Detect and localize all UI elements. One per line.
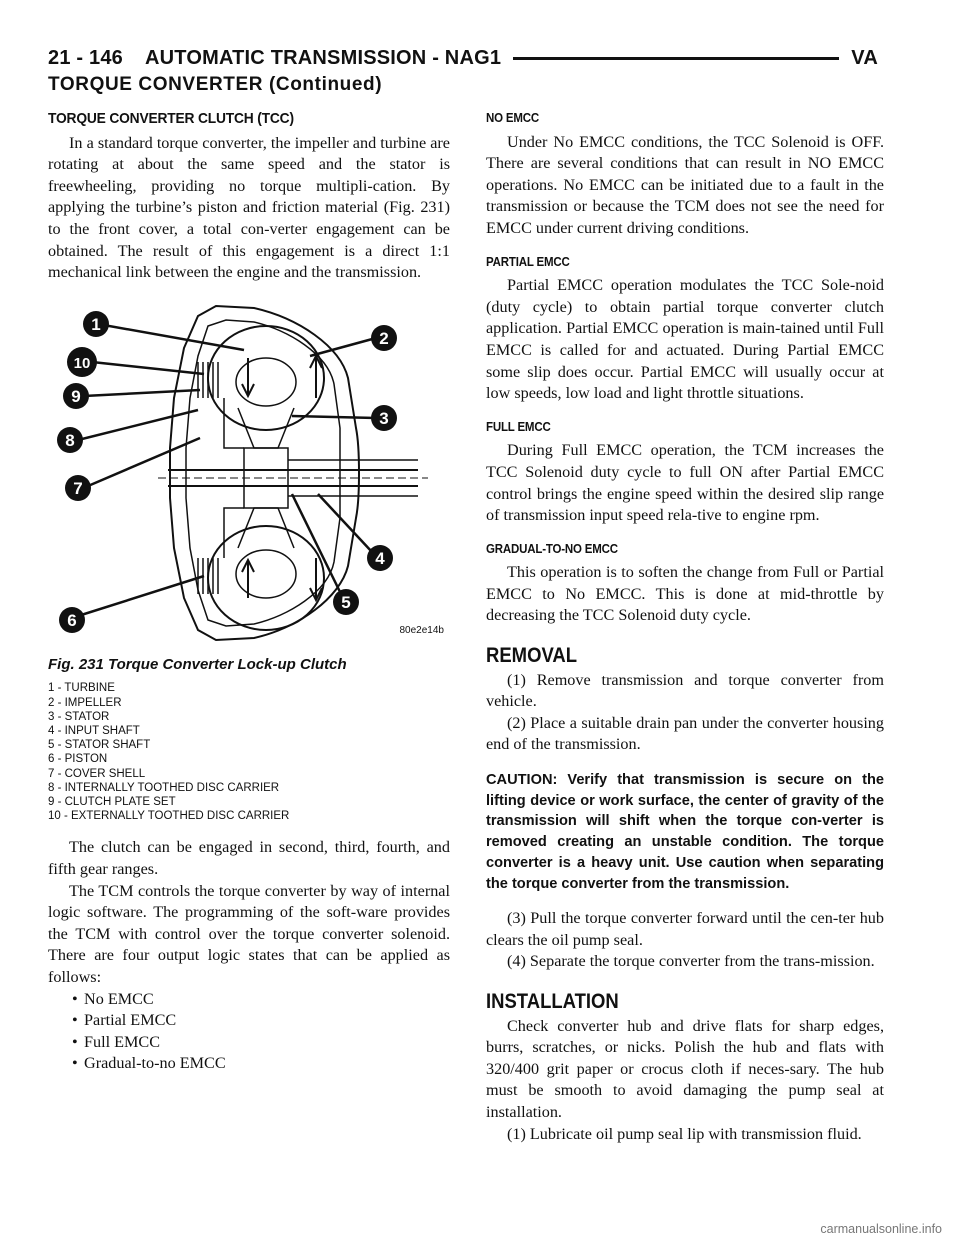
flow-arrow-upper xyxy=(310,356,322,398)
svg-text:5: 5 xyxy=(341,592,351,612)
gradual-emcc-heading: GRADUAL-TO-NO EMCC xyxy=(486,541,618,556)
clutch-plates-upper xyxy=(198,362,218,398)
legend-item: 1 - TURBINE xyxy=(48,682,115,695)
tcm-logic-paragraph: The TCM controls the torque converter by way of internal logic software. The programming of the soft-ware provides the TCM with control over the torque converter solenoid. There are four output logic states that can be applied as follows: xyxy=(48,881,450,986)
figure-id: 80e2e14b xyxy=(399,625,444,637)
svg-text:2: 2 xyxy=(379,328,389,348)
left-column xyxy=(48,108,450,1075)
callout-7 xyxy=(65,475,91,501)
callout-5 xyxy=(333,589,359,615)
svg-text:8: 8 xyxy=(65,430,75,450)
callout-6 xyxy=(59,607,85,633)
full-emcc-text: During Full EMCC operation, the TCM increases the TCC Solenoid duty cycle to full ON after Partial EMCC control brings the engine speed within the desired slip range of transmission input speed rela-tive to engine rpm. xyxy=(486,441,884,525)
svg-text:3: 3 xyxy=(379,408,389,428)
svg-text:4: 4 xyxy=(375,548,385,568)
caution-note: CAUTION: Verify that transmission is secure on the lifting device or work surface, the center of gravity of the transmission will shift when the torque con-verter is removed creating an unstable condition. The torque converter is a heavy unit. Use caution when separating the torque converter from the transmission. xyxy=(486,772,884,892)
upper-torus-core xyxy=(236,358,296,406)
legend-item: 6 - PISTON xyxy=(48,753,108,766)
torque-converter-diagram xyxy=(48,298,450,648)
callout-4 xyxy=(367,545,393,571)
removal-step-4: (4) Separate the torque converter from the trans-mission. xyxy=(507,952,875,971)
watermark: carmanualsonline.info xyxy=(820,1222,942,1236)
gear-ranges-paragraph: The clutch can be engaged in second, third, fourth, and fifth gear ranges. xyxy=(48,838,450,878)
removal-step-2: (2) Place a suitable drain pan under the converter housing end of the transmission. xyxy=(486,713,884,754)
tcc-intro: In a standard torque converter, the impeller and turbine are rotating at about the same speed and the stator is freewheeling, providing no torque multipli-cation. By applying the turbine’s piston and friction material (Fig. 231) to the front cover, a total con-verter engagement can be obtained. The result of this engagement is a direct 1:1 mechanical link between the engine and the transmission. xyxy=(48,133,450,282)
legend-item: 10 - EXTERNALLY TOOTHED DISC CARRIER xyxy=(48,810,290,823)
list-item: • Full EMCC xyxy=(72,1032,450,1054)
lower-torus-core xyxy=(236,550,296,598)
removal-step-3: (3) Pull the torque converter forward until the cen-ter hub clears the oil pump seal. xyxy=(486,909,884,949)
model-code: VA xyxy=(851,46,878,69)
running-header xyxy=(48,44,878,72)
callout-1 xyxy=(83,311,109,337)
header-rule xyxy=(513,57,839,60)
legend-item: 5 - STATOR SHAFT xyxy=(48,739,151,752)
removal-heading: REMOVAL xyxy=(486,644,578,668)
figure-caption: Fig. 231 Torque Converter Lock-up Clutch xyxy=(48,655,347,673)
svg-text:10: 10 xyxy=(73,354,91,372)
removal-step-1: (1) Remove transmission and torque converter from vehicle. xyxy=(486,670,884,711)
callout-10 xyxy=(67,347,97,377)
flow-arrow-lower xyxy=(310,558,322,600)
legend-item: 3 - STATOR xyxy=(48,710,110,723)
callout-2 xyxy=(371,325,397,351)
right-column xyxy=(486,108,884,1145)
callout-9 xyxy=(63,383,89,409)
no-emcc-heading: NO EMCC xyxy=(486,111,540,125)
installation-step-1: (1) Lubricate oil pump seal lip with transmission fluid. xyxy=(507,1124,862,1143)
list-item: • Partial EMCC xyxy=(72,1010,450,1032)
section-title: AUTOMATIC TRANSMISSION - NAG1 xyxy=(145,46,502,69)
list-item: • Gradual-to-no EMCC xyxy=(72,1053,450,1075)
installation-heading: INSTALLATION xyxy=(486,990,619,1014)
flow-arrow-upper-left xyxy=(242,358,254,396)
svg-text:9: 9 xyxy=(71,386,81,406)
partial-emcc-text: Partial EMCC operation modulates the TCC Sole-noid (duty cycle) to obtain partial torque converter clutch application. Partial EMCC operation is main-tained until Full EMCC is called for and actuated. During Partial EMCC some slip does occur. Partial EMCC will usually occur at low speeds, low load and light throttle situations. xyxy=(486,276,884,403)
callout-3 xyxy=(371,405,397,431)
partial-emcc-heading: PARTIAL EMCC xyxy=(486,254,570,269)
flow-arrow-lower-left xyxy=(242,560,254,598)
figure-legend xyxy=(48,681,450,823)
svg-text:7: 7 xyxy=(73,478,83,498)
torque-converter-figure xyxy=(48,298,450,648)
legend-item: 7 - COVER SHELL xyxy=(48,767,146,780)
logic-states-list xyxy=(48,989,450,1075)
upper-torus xyxy=(208,326,324,430)
legend-item: 2 - IMPELLER xyxy=(48,696,122,709)
full-emcc-heading: FULL EMCC xyxy=(486,419,551,434)
svg-text:1: 1 xyxy=(91,314,101,334)
stator-upper xyxy=(238,408,294,448)
gradual-emcc-text: This operation is to soften the change from Full or Partial EMCC to No EMCC. This is done at mid-throttle by decreasing the TCC Solenoid duty cycle. xyxy=(486,563,884,625)
legend-item: 8 - INTERNALLY TOOTHED DISC CARRIER xyxy=(48,781,280,794)
legend-item: 4 - INPUT SHAFT xyxy=(48,724,140,737)
tcc-heading: TORQUE CONVERTER CLUTCH (TCC) xyxy=(48,110,294,127)
continued-heading: TORQUE CONVERTER (Continued) xyxy=(48,74,383,95)
list-item: • No EMCC xyxy=(72,989,450,1011)
installation-text: Check converter hub and drive flats for sharp edges, burrs, scratches, or nicks. Polish the hub and flats with 320/400 grit paper or crocus cloth if neces-sary. The hub must be smooth to avoid damaging the pump seal at installation. xyxy=(486,1016,884,1121)
page-number: 21 - 146 xyxy=(48,46,123,69)
callout-8 xyxy=(57,427,83,453)
no-emcc-text: Under No EMCC conditions, the TCC Solenoid is OFF. There are several conditions that can result in NO EMCC operations. No EMCC can be initiated due to a fault in the transmission or because the TCM does not see the need for EMCC under current driving conditions. xyxy=(486,132,884,237)
lower-torus xyxy=(208,526,324,630)
stator-lower xyxy=(238,508,294,548)
legend-item: 9 - CLUTCH PLATE SET xyxy=(48,795,176,808)
svg-text:6: 6 xyxy=(67,610,77,630)
